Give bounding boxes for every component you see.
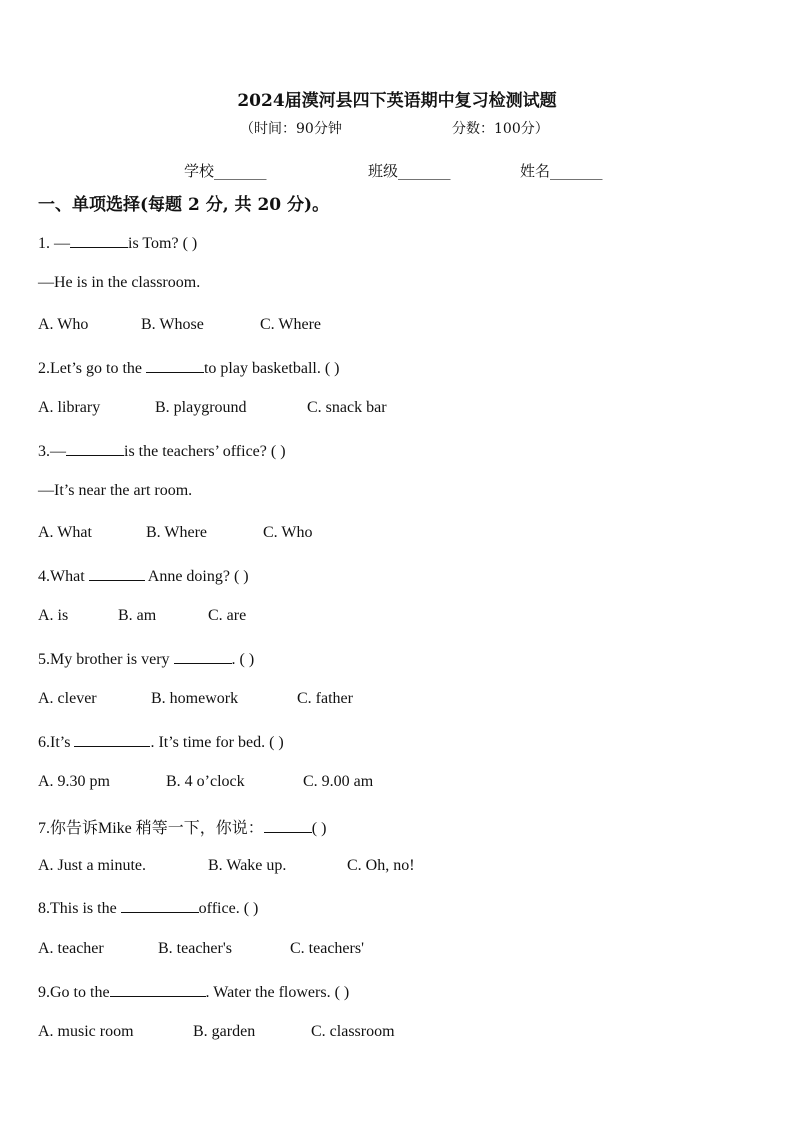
page-title: 2024届漠河县四下英语期中复习检测试题 xyxy=(237,91,557,111)
question-1-reply: —He is in the classroom. xyxy=(38,274,201,291)
question-8: 8.This is the office. ( ) xyxy=(38,900,259,917)
option-b: B. Wake up. xyxy=(208,857,287,874)
option-b: B. teacher's xyxy=(158,940,232,957)
question-5-options xyxy=(38,690,353,708)
exam-time: （时间：90分钟 xyxy=(240,121,342,137)
question-7-options xyxy=(38,857,415,875)
question-6-options xyxy=(38,773,373,791)
answer-blank xyxy=(70,233,128,248)
name-field: 姓名_______ xyxy=(520,162,603,180)
option-c: C. Where xyxy=(260,316,322,333)
question-4: 4.What Anne doing? ( ) xyxy=(38,568,249,585)
question-3-reply: —It’s near the art room. xyxy=(38,482,193,499)
question-3-options xyxy=(38,524,312,542)
question-9-options xyxy=(38,1023,395,1041)
question-7: 7.你告诉Mike 稍等一下，你说： ( ) xyxy=(38,820,327,837)
section-heading: 一、单项选择(每题 2 分, 共 20 分)。 xyxy=(38,195,330,215)
option-a: A. teacher xyxy=(38,940,104,957)
question-9: 9.Go to the . Water the flowers. ( ) xyxy=(38,984,350,1001)
answer-blank xyxy=(264,818,312,833)
answer-blank xyxy=(121,898,199,913)
option-b: B. am xyxy=(118,607,157,624)
answer-blank xyxy=(89,566,145,581)
option-c: C. snack bar xyxy=(307,399,387,416)
option-b: B. 4 o’clock xyxy=(166,773,245,790)
option-c: C. classroom xyxy=(311,1023,395,1040)
option-c: C. teachers' xyxy=(290,940,364,957)
question-4-options xyxy=(38,607,246,625)
option-c: C. Who xyxy=(263,524,313,541)
option-b: B. Whose xyxy=(141,316,204,333)
exam-score: 分数：100分） xyxy=(452,121,549,137)
answer-blank xyxy=(174,649,232,664)
answer-blank xyxy=(110,982,206,997)
question-1: 1. — is Tom? ( ) xyxy=(38,235,198,252)
option-b: B. homework xyxy=(151,690,239,707)
option-b: B. playground xyxy=(155,399,247,416)
answer-blank xyxy=(146,358,204,373)
option-a: A. What xyxy=(38,524,92,541)
option-a: A. 9.30 pm xyxy=(38,773,110,790)
question-2: 2.Let’s go to the to play basketball. ( ) xyxy=(38,360,340,377)
answer-blank xyxy=(66,441,124,456)
option-b: B. Where xyxy=(146,524,208,541)
option-c: C. are xyxy=(208,607,247,624)
option-a: A. Just a minute. xyxy=(38,857,146,874)
question-2-options xyxy=(38,399,387,417)
question-8-options xyxy=(38,940,364,958)
option-a: A. Who xyxy=(38,316,89,333)
option-a: A. clever xyxy=(38,690,97,707)
question-5: 5.My brother is very . ( ) xyxy=(38,651,255,668)
option-a: A. music room xyxy=(38,1023,134,1040)
option-b: B. garden xyxy=(193,1023,256,1040)
option-c: C. father xyxy=(297,690,353,707)
option-c: C. 9.00 am xyxy=(303,773,374,790)
option-a: A. is xyxy=(38,607,69,624)
question-1-options xyxy=(38,316,321,334)
school-field: 学校_______ xyxy=(184,162,267,180)
question-3: 3.— is the teachers’ office? ( ) xyxy=(38,443,286,460)
class-field: 班级_______ xyxy=(368,162,451,180)
option-a: A. library xyxy=(38,399,101,416)
question-6: 6.It’s . It’s time for bed. ( ) xyxy=(38,734,284,751)
answer-blank xyxy=(74,732,150,747)
option-c: C. Oh, no! xyxy=(347,857,415,874)
